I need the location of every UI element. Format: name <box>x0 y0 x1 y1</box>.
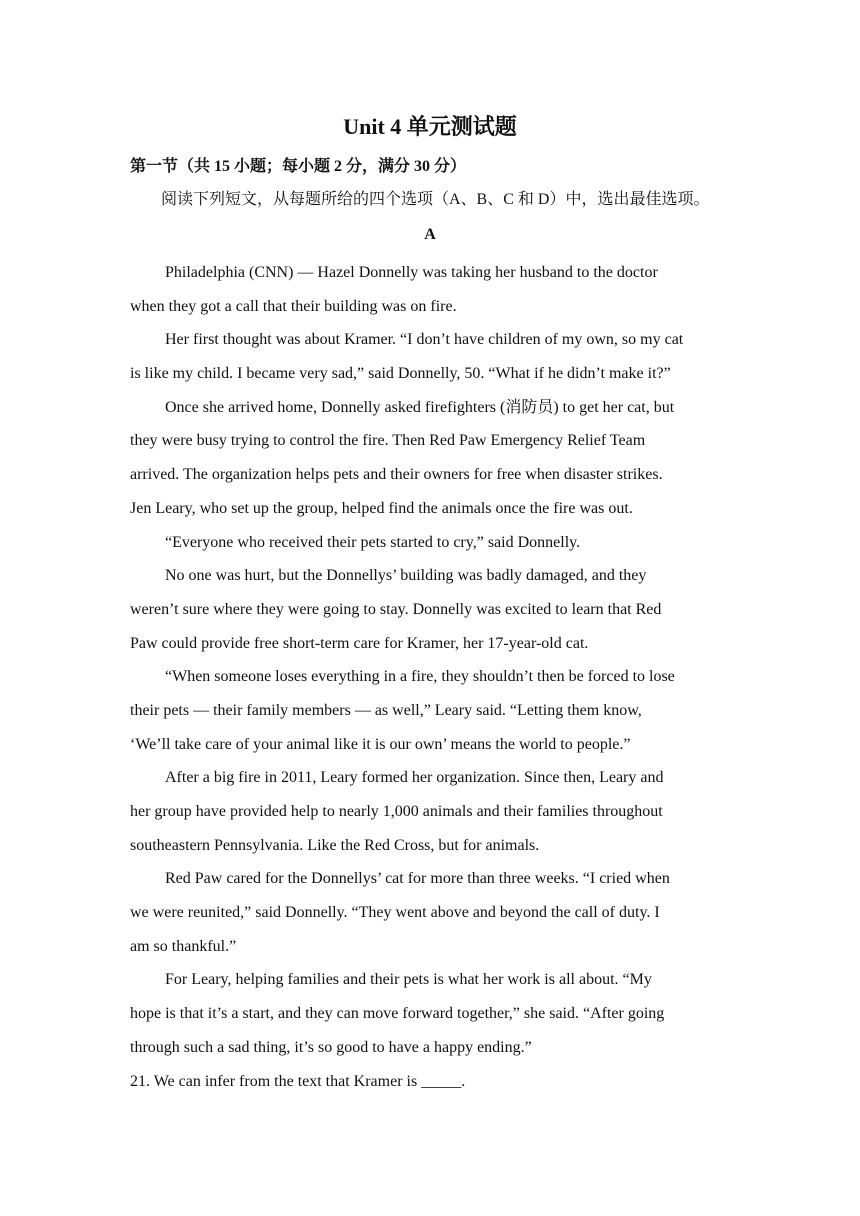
passage-label: A <box>424 226 436 243</box>
paragraph-line: southeastern Pennsylvania. Like the Red Cross, but for animals. <box>130 836 540 854</box>
paragraph-line: arrived. The organization helps pets and their owners for free when disaster strikes. <box>130 466 663 484</box>
paragraph-line: is like my child. I became very sad,” said Donnelly, 50. “What if he didn’t make it?” <box>130 365 671 383</box>
paragraph-line: Philadelphia (CNN) — Hazel Donnelly was taking her husband to the doctor <box>165 264 658 281</box>
instruction-text: 阅读下列短文，从每题所给的四个选项（A、B、C 和 D）中，选出最佳选项。 <box>161 191 710 208</box>
paragraph-line: their pets — their family members — as well,” Leary said. “Letting them know, <box>130 701 642 719</box>
passage-body <box>130 256 730 1098</box>
paragraph-line: through such a sad thing, it’s so good to have a happy ending.” <box>130 1038 532 1056</box>
paragraph-line: ‘We’ll take care of your animal like it is our own’ means the world to people.” <box>130 735 631 753</box>
paragraph-line: Jen Leary, who set up the group, helped find the animals once the fire was out. <box>130 499 633 517</box>
paragraph-line: her group have provided help to nearly 1,000 animals and their families throughout <box>130 803 663 820</box>
paragraph-line: hope is that it’s a start, and they can move forward together,” she said. “After going <box>130 1005 665 1023</box>
paragraph-line: Red Paw cared for the Donnellys’ cat for more than three weeks. “I cried when <box>165 870 670 888</box>
document-title: Unit 4 单元测试题 <box>343 114 517 139</box>
paragraph-line: Paw could provide free short-term care for Kramer, her 17-year-old cat. <box>130 634 589 652</box>
paragraph-line: when they got a call that their building was on fire. <box>130 297 457 315</box>
paragraph-line: Her first thought was about Kramer. “I don’t have children of my own, so my cat <box>165 331 684 349</box>
paragraph-line: Once she arrived home, Donnelly asked firefighters (消防员) to get her cat, but <box>165 398 675 416</box>
question-stem: 21. We can infer from the text that Kramer is _____. <box>130 1072 466 1090</box>
paragraph-line: they were busy trying to control the fire. Then Red Paw Emergency Relief Team <box>130 432 646 450</box>
paragraph-line: “Everyone who received their pets started to cry,” said Donnelly. <box>165 533 581 551</box>
paragraph-line: For Leary, helping families and their pets is what her work is all about. “My <box>165 971 652 989</box>
paragraph-line: After a big fire in 2011, Leary formed her organization. Since then, Leary and <box>165 769 664 787</box>
paragraph-line: “When someone loses everything in a fire, they shouldn’t then be forced to lose <box>165 668 675 686</box>
paragraph-line: am so thankful.” <box>130 937 237 955</box>
paragraph-line: No one was hurt, but the Donnellys’ building was badly damaged, and they <box>165 567 647 585</box>
section-heading: 第一节（共 15 小题；每小题 2 分，满分 30 分） <box>130 158 467 175</box>
paragraph-line: we were reunited,” said Donnelly. “They went above and beyond the call of duty. I <box>130 904 660 922</box>
paragraph-line: weren’t sure where they were going to stay. Donnelly was excited to learn that Red <box>130 600 662 618</box>
